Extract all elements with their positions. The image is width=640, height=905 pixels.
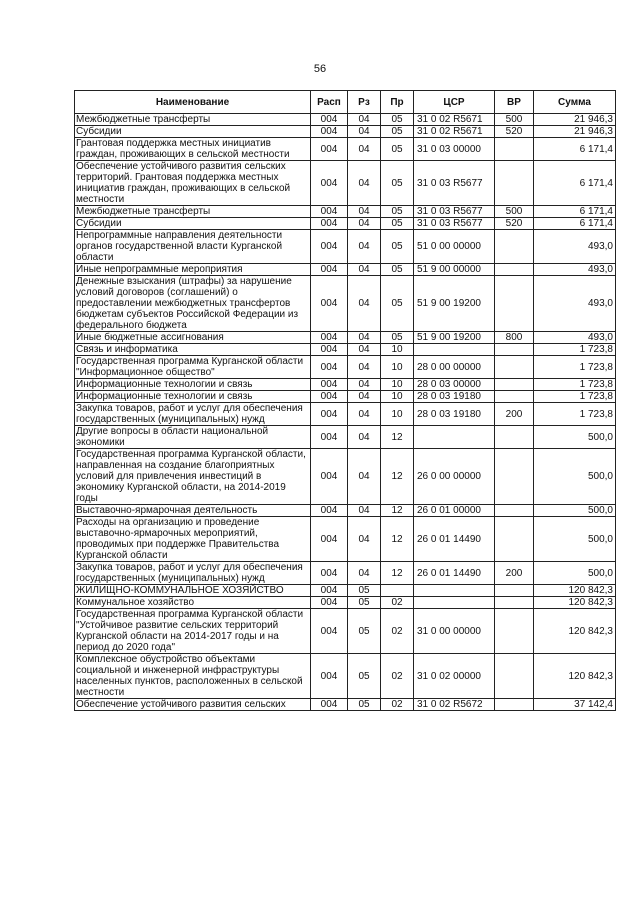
cell-sum: 500,0	[534, 449, 616, 505]
cell-csr: 31 0 03 R5677	[414, 206, 495, 218]
cell-pr: 12	[381, 505, 414, 517]
cell-rz: 04	[348, 426, 381, 449]
table-row	[75, 654, 616, 699]
cell-rasp: 004	[311, 597, 348, 609]
table-row	[75, 609, 616, 654]
cell-pr: 12	[381, 517, 414, 562]
cell-name: ЖИЛИЩНО-КОММУНАЛЬНОЕ ХОЗЯЙСТВО	[75, 585, 311, 597]
column-header-rasp: Расп	[311, 91, 348, 114]
table-row	[75, 138, 616, 161]
cell-vr: 200	[495, 403, 534, 426]
cell-rasp: 004	[311, 138, 348, 161]
cell-sum: 37 142,4	[534, 699, 616, 711]
cell-name: Информационные технологии и связь	[75, 391, 311, 403]
cell-pr: 12	[381, 562, 414, 585]
cell-vr: 520	[495, 126, 534, 138]
cell-csr: 51 0 00 00000	[414, 230, 495, 264]
cell-rasp: 004	[311, 426, 348, 449]
cell-pr: 10	[381, 344, 414, 356]
cell-csr: 31 0 02 R5671	[414, 114, 495, 126]
cell-rz: 04	[348, 206, 381, 218]
cell-rasp: 004	[311, 344, 348, 356]
cell-rasp: 004	[311, 161, 348, 206]
cell-pr: 12	[381, 426, 414, 449]
cell-csr: 26 0 01 14490	[414, 517, 495, 562]
cell-sum: 6 171,4	[534, 138, 616, 161]
cell-pr: 10	[381, 356, 414, 379]
cell-sum: 1 723,8	[534, 379, 616, 391]
cell-vr	[495, 699, 534, 711]
table-row	[75, 562, 616, 585]
cell-pr: 10	[381, 403, 414, 426]
table-header-row	[75, 91, 616, 114]
table-row	[75, 264, 616, 276]
cell-rasp: 004	[311, 699, 348, 711]
cell-csr: 26 0 00 00000	[414, 449, 495, 505]
budget-table	[74, 90, 616, 711]
table-row	[75, 218, 616, 230]
cell-pr: 05	[381, 332, 414, 344]
table-row	[75, 585, 616, 597]
cell-name: Закупка товаров, работ и услуг для обеспечения государственных (муниципальных) нужд	[75, 562, 311, 585]
cell-csr: 26 0 01 14490	[414, 562, 495, 585]
cell-name: Обеспечение устойчивого развития сельских	[75, 699, 311, 711]
cell-pr: 05	[381, 206, 414, 218]
cell-rasp: 004	[311, 114, 348, 126]
cell-rasp: 004	[311, 332, 348, 344]
cell-name: Межбюджетные трансферты	[75, 206, 311, 218]
cell-rz: 04	[348, 379, 381, 391]
cell-pr: 02	[381, 597, 414, 609]
cell-name: Закупка товаров, работ и услуг для обеспечения государственных (муниципальных) нужд	[75, 403, 311, 426]
table-body	[75, 114, 616, 711]
cell-vr: 520	[495, 218, 534, 230]
cell-pr: 10	[381, 391, 414, 403]
cell-rasp: 004	[311, 517, 348, 562]
cell-name: Другие вопросы в области национальной экономики	[75, 426, 311, 449]
column-header-csr: ЦСР	[414, 91, 495, 114]
cell-rz: 05	[348, 654, 381, 699]
cell-csr: 31 0 03 00000	[414, 138, 495, 161]
cell-sum: 1 723,8	[534, 344, 616, 356]
cell-name: Связь и информатика	[75, 344, 311, 356]
cell-name: Иные бюджетные ассигнования	[75, 332, 311, 344]
cell-vr	[495, 426, 534, 449]
cell-rz: 04	[348, 218, 381, 230]
cell-name: Информационные технологии и связь	[75, 379, 311, 391]
cell-rz: 04	[348, 230, 381, 264]
cell-vr: 500	[495, 114, 534, 126]
cell-sum: 493,0	[534, 230, 616, 264]
cell-vr	[495, 379, 534, 391]
cell-sum: 493,0	[534, 332, 616, 344]
cell-sum: 1 723,8	[534, 356, 616, 379]
cell-rz: 04	[348, 344, 381, 356]
cell-csr	[414, 426, 495, 449]
cell-sum: 120 842,3	[534, 585, 616, 597]
cell-sum: 21 946,3	[534, 114, 616, 126]
cell-name: Обеспечение устойчивого развития сельских территорий. Грантовая поддержка местных инициатив граждан, проживающих в сельской местности	[75, 161, 311, 206]
cell-csr: 31 0 02 R5672	[414, 699, 495, 711]
cell-csr: 51 9 00 19200	[414, 276, 495, 332]
cell-name: Иные непрограммные мероприятия	[75, 264, 311, 276]
cell-name: Выставочно-ярмарочная деятельность	[75, 505, 311, 517]
cell-rasp: 004	[311, 609, 348, 654]
cell-pr: 02	[381, 609, 414, 654]
column-header-name: Наименование	[75, 91, 311, 114]
cell-csr	[414, 597, 495, 609]
cell-sum: 1 723,8	[534, 403, 616, 426]
cell-pr: 12	[381, 449, 414, 505]
cell-rz: 04	[348, 517, 381, 562]
cell-rz: 04	[348, 276, 381, 332]
cell-csr	[414, 585, 495, 597]
cell-rz: 05	[348, 597, 381, 609]
cell-vr	[495, 585, 534, 597]
cell-sum: 493,0	[534, 276, 616, 332]
cell-pr: 05	[381, 264, 414, 276]
cell-csr: 28 0 03 19180	[414, 403, 495, 426]
cell-rasp: 004	[311, 654, 348, 699]
cell-name: Непрограммные направления деятельности органов государственной власти Курганской области	[75, 230, 311, 264]
cell-rz: 05	[348, 609, 381, 654]
cell-pr: 05	[381, 114, 414, 126]
cell-csr: 51 9 00 00000	[414, 264, 495, 276]
table-row	[75, 276, 616, 332]
cell-sum: 500,0	[534, 426, 616, 449]
cell-vr	[495, 230, 534, 264]
cell-csr: 28 0 00 00000	[414, 356, 495, 379]
cell-csr: 31 0 03 R5677	[414, 218, 495, 230]
column-header-rz: Рз	[348, 91, 381, 114]
cell-sum: 120 842,3	[534, 597, 616, 609]
cell-pr: 02	[381, 699, 414, 711]
cell-rz: 04	[348, 403, 381, 426]
table-row	[75, 426, 616, 449]
cell-rasp: 004	[311, 562, 348, 585]
cell-rasp: 004	[311, 379, 348, 391]
column-header-sum: Сумма	[534, 91, 616, 114]
column-header-pr: Пр	[381, 91, 414, 114]
cell-rasp: 004	[311, 391, 348, 403]
cell-sum: 6 171,4	[534, 218, 616, 230]
cell-sum: 6 171,4	[534, 206, 616, 218]
cell-rz: 04	[348, 449, 381, 505]
table-row	[75, 114, 616, 126]
table-row	[75, 206, 616, 218]
table-row	[75, 449, 616, 505]
cell-sum: 1 723,8	[534, 391, 616, 403]
table-row	[75, 403, 616, 426]
cell-rasp: 004	[311, 276, 348, 332]
cell-pr: 05	[381, 230, 414, 264]
cell-rasp: 004	[311, 206, 348, 218]
table-row	[75, 391, 616, 403]
column-header-vr: ВР	[495, 91, 534, 114]
cell-name: Расходы на организацию и проведение выставочно-ярмарочных мероприятий, проводимых при поддержке Правительства Курганской области	[75, 517, 311, 562]
cell-csr: 31 0 03 R5677	[414, 161, 495, 206]
cell-rasp: 004	[311, 264, 348, 276]
cell-vr: 500	[495, 206, 534, 218]
cell-csr	[414, 344, 495, 356]
cell-sum: 120 842,3	[534, 609, 616, 654]
cell-name: Государственная программа Курганской области "Информационное общество"	[75, 356, 311, 379]
cell-rasp: 004	[311, 356, 348, 379]
cell-rz: 04	[348, 562, 381, 585]
cell-vr	[495, 356, 534, 379]
table-row	[75, 126, 616, 138]
cell-name: Межбюджетные трансферты	[75, 114, 311, 126]
cell-rasp: 004	[311, 403, 348, 426]
table-row	[75, 699, 616, 711]
cell-csr: 31 0 00 00000	[414, 609, 495, 654]
table-row	[75, 332, 616, 344]
cell-vr	[495, 138, 534, 161]
cell-rz: 04	[348, 391, 381, 403]
cell-name: Субсидии	[75, 218, 311, 230]
table-row	[75, 356, 616, 379]
table-row	[75, 230, 616, 264]
cell-rz: 04	[348, 264, 381, 276]
cell-vr	[495, 449, 534, 505]
cell-pr: 05	[381, 218, 414, 230]
page-number: 56	[313, 63, 327, 75]
cell-pr: 05	[381, 126, 414, 138]
cell-name: Коммунальное хозяйство	[75, 597, 311, 609]
cell-sum: 6 171,4	[534, 161, 616, 206]
cell-vr	[495, 597, 534, 609]
cell-sum: 500,0	[534, 562, 616, 585]
cell-pr: 10	[381, 379, 414, 391]
table-row	[75, 597, 616, 609]
cell-rasp: 004	[311, 505, 348, 517]
cell-rz: 04	[348, 505, 381, 517]
cell-rasp: 004	[311, 126, 348, 138]
cell-rz: 04	[348, 114, 381, 126]
table-row	[75, 344, 616, 356]
cell-sum: 120 842,3	[534, 654, 616, 699]
table-row	[75, 517, 616, 562]
cell-vr	[495, 505, 534, 517]
cell-rz: 05	[348, 699, 381, 711]
cell-name: Денежные взыскания (штрафы) за нарушение условий договоров (соглашений) о предоставлении межбюджетных трансфертов бюджетам субъектов Российской Федерации из федерального бюджета	[75, 276, 311, 332]
cell-csr: 31 0 02 R5671	[414, 126, 495, 138]
cell-vr	[495, 264, 534, 276]
cell-vr	[495, 161, 534, 206]
cell-pr	[381, 585, 414, 597]
cell-rasp: 004	[311, 449, 348, 505]
cell-csr: 28 0 03 19180	[414, 391, 495, 403]
cell-vr	[495, 276, 534, 332]
cell-name: Комплексное обустройство объектами социальной и инженерной инфраструктуры населенных пунктов, расположенных в сельской местности	[75, 654, 311, 699]
cell-rasp: 004	[311, 218, 348, 230]
cell-vr	[495, 517, 534, 562]
cell-name: Грантовая поддержка местных инициатив граждан, проживающих в сельской местности	[75, 138, 311, 161]
cell-rasp: 004	[311, 230, 348, 264]
cell-csr: 31 0 02 00000	[414, 654, 495, 699]
cell-name: Субсидии	[75, 126, 311, 138]
table-row	[75, 161, 616, 206]
cell-pr: 05	[381, 276, 414, 332]
cell-vr	[495, 609, 534, 654]
cell-sum: 500,0	[534, 505, 616, 517]
cell-vr: 200	[495, 562, 534, 585]
cell-sum: 500,0	[534, 517, 616, 562]
cell-csr: 51 9 00 19200	[414, 332, 495, 344]
cell-name: Государственная программа Курганской области, направленная на создание благоприятных условий для привлечения инвестиций в экономику Курганской области, на 2014-2019 годы	[75, 449, 311, 505]
cell-rz: 04	[348, 161, 381, 206]
cell-pr: 05	[381, 138, 414, 161]
cell-csr: 26 0 01 00000	[414, 505, 495, 517]
cell-csr: 28 0 03 00000	[414, 379, 495, 391]
cell-vr	[495, 654, 534, 699]
cell-vr	[495, 344, 534, 356]
cell-rz: 04	[348, 126, 381, 138]
cell-sum: 493,0	[534, 264, 616, 276]
table-row	[75, 379, 616, 391]
cell-rasp: 004	[311, 585, 348, 597]
cell-rz: 04	[348, 356, 381, 379]
cell-sum: 21 946,3	[534, 126, 616, 138]
cell-pr: 02	[381, 654, 414, 699]
cell-rz: 04	[348, 332, 381, 344]
table-row	[75, 505, 616, 517]
cell-name: Государственная программа Курганской области "Устойчивое развитие сельских территорий Курганской области на 2014-2017 годы и на период до 2020 года"	[75, 609, 311, 654]
cell-rz: 04	[348, 138, 381, 161]
cell-vr: 800	[495, 332, 534, 344]
cell-pr: 05	[381, 161, 414, 206]
cell-vr	[495, 391, 534, 403]
cell-rz: 05	[348, 585, 381, 597]
